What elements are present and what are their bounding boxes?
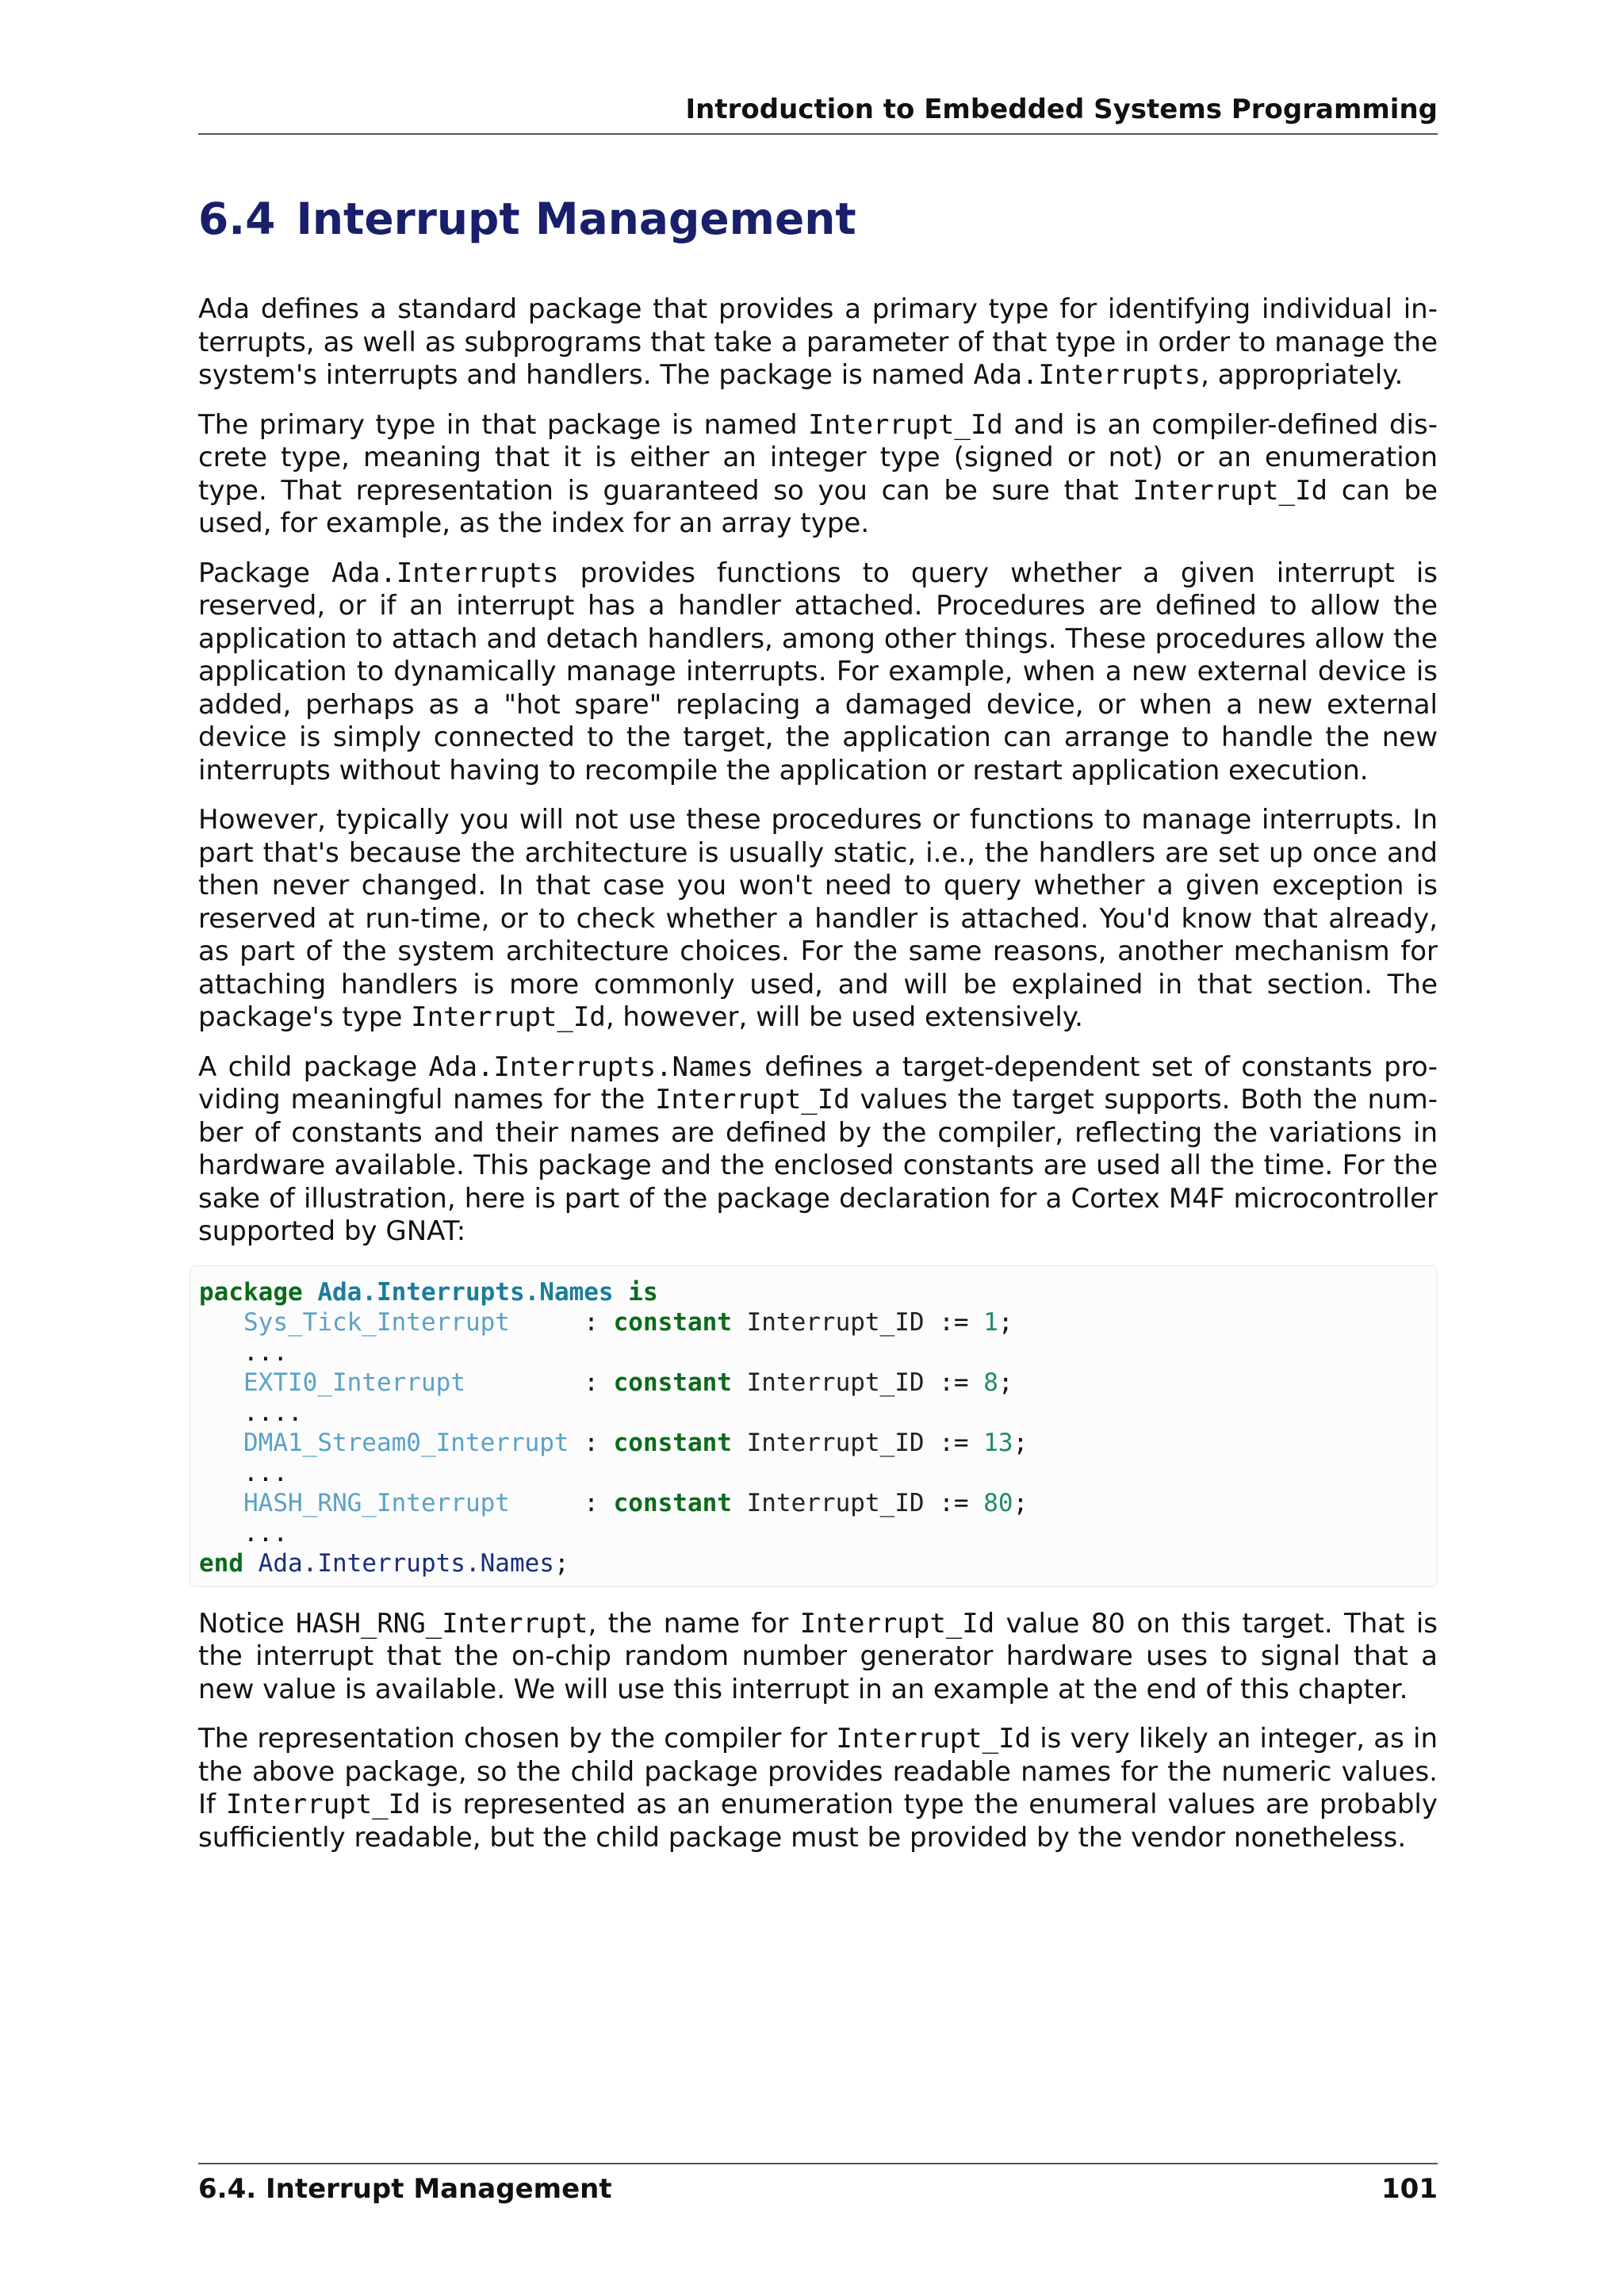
text-run: Notice <box>198 1607 296 1640</box>
section-title-text: Interrupt Management <box>296 193 856 244</box>
paragraph-1 <box>198 293 1438 392</box>
package-name: Ada.Interrupts.Names <box>317 1277 614 1307</box>
code-line <box>199 1428 1428 1458</box>
number-literal: 13 <box>983 1428 1013 1457</box>
ellipsis: ... <box>243 1337 288 1367</box>
code-line <box>199 1518 1428 1548</box>
type-name: Interrupt_ID <box>746 1488 925 1517</box>
inline-code: Interrupt_Id <box>836 1723 1032 1755</box>
text-run: , appropriately. <box>1201 359 1404 391</box>
punct: := <box>939 1307 969 1337</box>
inline-code: Interrupt_Id <box>808 408 1003 441</box>
running-footer <box>198 2163 1438 2209</box>
keyword: constant <box>613 1488 732 1517</box>
paragraph-3 <box>198 557 1438 788</box>
punct: ; <box>1013 1488 1028 1517</box>
inline-code: Interrupt_Id <box>411 1001 606 1033</box>
code-line <box>199 1548 1428 1578</box>
ellipsis: ... <box>243 1518 288 1548</box>
inline-code: Ada.Interrupts <box>331 557 559 589</box>
text-run: , the name for <box>588 1607 800 1640</box>
constant-name: EXTI0_Interrupt <box>243 1368 569 1397</box>
punct: : <box>584 1307 599 1337</box>
punct: ; <box>998 1368 1013 1397</box>
package-name: Ada.Interrupts.Names <box>258 1548 554 1578</box>
punct: : <box>584 1368 599 1397</box>
keyword: constant <box>613 1428 732 1457</box>
keyword: is <box>628 1277 658 1307</box>
number-literal: 80 <box>983 1488 1013 1517</box>
keyword: end <box>199 1548 243 1578</box>
number-literal: 1 <box>983 1307 998 1337</box>
punct: := <box>939 1488 969 1517</box>
code-line <box>199 1488 1428 1518</box>
text-run: The representation chosen by the compiler for <box>198 1723 837 1755</box>
text-run: can be used, for example, as the index for an array type. <box>198 474 1438 539</box>
ellipsis: ... <box>243 1458 288 1487</box>
punct: : <box>584 1488 599 1517</box>
type-name: Interrupt_ID <box>746 1368 925 1397</box>
type-name: Interrupt_ID <box>746 1307 925 1337</box>
inline-code: Interrupt_Id <box>225 1789 421 1820</box>
paragraph-4 <box>198 804 1438 1035</box>
code-line <box>199 1398 1428 1428</box>
text-run: values the target supports. Both the number of constants and their names are defined by the compiler, reflecting the variations in hardware available. This package and the enclosed constants are used all the time. For the sake of illustration, here is part of the package declaration for a Cortex M4F microcontroller supported by GNAT: <box>198 1084 1438 1247</box>
paragraph-5 <box>198 1051 1438 1249</box>
section-title <box>198 189 856 249</box>
text-run: provides functions to query whether a given interrupt is reserved, or if an interrupt has a handler attached. Procedures are defined to allow the application to attach and detach handlers, among other things. These procedures allow the application to dynamically manage interrupts. For example, when a new external device is added, perhaps as a "hot spare" replacing a damaged device, or when a new external device is simply connected to the target, the application can arrange to handle the new interrupts without having to recompile the application or restart application execution. <box>198 557 1438 786</box>
keyword: constant <box>613 1307 732 1337</box>
page-number: 101 <box>1381 2173 1438 2205</box>
keyword: constant <box>613 1368 732 1397</box>
text-run: Package <box>198 557 331 589</box>
code-line <box>199 1277 1428 1307</box>
paragraph-7 <box>198 1723 1438 1854</box>
text-run: and is an compiler-defined discrete type, meaning that it is either an integer type (signed or not) or an enumeration type. That representation is guaranteed so you can be sure that <box>198 408 1438 507</box>
constant-name: HASH_RNG_Interrupt <box>243 1488 569 1517</box>
paragraph-6 <box>198 1608 1438 1707</box>
text-run: is very likely an integer, as in the above package, so the child package provides readable names for the numeric values. If <box>198 1723 1438 1820</box>
number-literal: 8 <box>983 1368 998 1397</box>
punct: ; <box>1013 1428 1028 1457</box>
text-run: A child package <box>198 1050 429 1083</box>
inline-code: Interrupt_Id <box>1132 474 1328 507</box>
inline-code: Ada.Interrupts <box>973 359 1201 391</box>
code-line <box>199 1307 1428 1337</box>
punct: := <box>939 1368 969 1397</box>
text-run: The primary type in that package is named <box>198 408 809 441</box>
punct: : <box>584 1428 599 1457</box>
running-header: Introduction to Embedded Systems Programming <box>198 89 1438 135</box>
ellipsis: .... <box>243 1398 303 1427</box>
paragraph-2 <box>198 409 1438 541</box>
section-number: 6.4 <box>198 193 276 244</box>
inline-code: HASH_RNG_Interrupt <box>295 1607 588 1640</box>
punct: ; <box>998 1307 1013 1337</box>
keyword: package <box>199 1277 303 1307</box>
footer-section: 6.4. Interrupt Management <box>198 2173 612 2205</box>
body-text <box>198 293 1438 1871</box>
text-run: defines a target-dependent set of constants providing meaningful names for the <box>198 1050 1438 1115</box>
constant-name: DMA1_Stream0_Interrupt <box>243 1428 569 1457</box>
punct: := <box>939 1428 969 1457</box>
inline-code: Interrupt_Id <box>799 1607 995 1640</box>
constant-name: Sys_Tick_Interrupt <box>243 1307 569 1337</box>
code-block <box>190 1265 1438 1587</box>
text-run: However, typically you will not use these procedures or functions to manage interrupts. In part that's because the architecture is usually static, i.e., the handlers are set up once and then never changed. In that case you won't need to query whether a given exception is reserved at run-time, or to check whether a handler is attached. You'd know that already, as part of the system architecture choices. For the same reasons, another mechanism for attaching handlers is more commonly used, and will be explained in that section. The package's type <box>198 804 1438 1033</box>
text-run: is represented as an enumeration type the enumeral values are probably sufficiently readable, but the child package must be provided by the vendor nonetheless. <box>198 1789 1438 1854</box>
text-run: , however, will be used extensively. <box>605 1001 1083 1033</box>
code-line <box>199 1337 1428 1368</box>
punct: ; <box>553 1548 569 1578</box>
text-run: value 80 on this target. That is the interrupt that the on-chip random number generator hardware uses to signal that a new value is available. We will use this interrupt in an example at the end of this chapter. <box>198 1607 1438 1705</box>
code-line <box>199 1368 1428 1398</box>
code-line <box>199 1458 1428 1488</box>
inline-code: Ada.Interrupts.Names <box>428 1050 753 1083</box>
type-name: Interrupt_ID <box>746 1428 925 1457</box>
text-run: Ada defines a standard package that provides a primary type for identifying individual interrupts, as well as subprograms that take a parameter of that type in order to manage the system's interrupts and handlers. The package is named <box>198 293 1438 391</box>
inline-code: Interrupt_Id <box>655 1084 850 1115</box>
